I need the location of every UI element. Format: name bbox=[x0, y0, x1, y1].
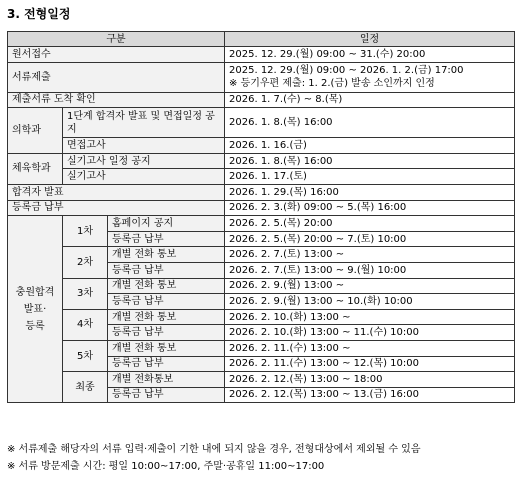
supp-1-item-2: 등록금 납부 bbox=[108, 231, 225, 247]
supp-round-5: 5차 bbox=[63, 340, 108, 371]
table-row bbox=[8, 62, 515, 92]
supp-3-date-2: 2026. 2. 9.(월) 13:00 ~ 10.(화) 10:00 bbox=[225, 294, 515, 310]
table-row bbox=[8, 216, 515, 232]
supp-3-item-1: 개별 전화 통보 bbox=[108, 278, 225, 294]
row-date-docs bbox=[225, 62, 515, 92]
row-label-pe: 체육학과 bbox=[8, 153, 63, 184]
row-label-announce: 합격자 발표 bbox=[8, 184, 225, 200]
docs-date-line2: ※ 등기우편 제출: 1. 2.(금) 발송 소인까지 인정 bbox=[229, 78, 435, 90]
note-1: ※ 서류제출 해당자의 서류 입력·제출이 기한 내에 되지 않을 경우, 전형대상에서 제외될 수 있음 bbox=[7, 444, 421, 455]
table-row bbox=[8, 372, 515, 388]
supp-label-line3: 등록 bbox=[25, 320, 45, 332]
supp-4-date-1: 2026. 2. 10.(화) 13:00 ~ bbox=[225, 309, 515, 325]
supp-label-line2: 발표· bbox=[23, 303, 47, 315]
supp-5-item-1: 개별 전화 통보 bbox=[108, 340, 225, 356]
pe-sub2: 실기고사 bbox=[63, 169, 225, 185]
table-row bbox=[8, 108, 515, 138]
medical-date1: 2026. 1. 8.(목) 16:00 bbox=[225, 108, 515, 138]
supp-3-date-1: 2026. 2. 9.(월) 13:00 ~ bbox=[225, 278, 515, 294]
supp-round-2: 2차 bbox=[63, 247, 108, 278]
schedule-table bbox=[7, 31, 515, 403]
table-row bbox=[8, 309, 515, 325]
supp-round-3: 3차 bbox=[63, 278, 108, 309]
supp-final-date-2: 2026. 2. 12.(목) 13:00 ~ 13.(금) 16:00 bbox=[225, 387, 515, 403]
docs-date-line1: 2025. 12. 29.(월) 09:00 ~ 2026. 1. 2.(금) 17:00 bbox=[229, 65, 464, 77]
table-row bbox=[8, 200, 515, 216]
row-date-apply: 2025. 12. 29.(월) 09:00 ~ 31.(수) 20:00 bbox=[225, 47, 515, 63]
supp-2-date-2: 2026. 2. 7.(토) 13:00 ~ 9.(월) 10:00 bbox=[225, 262, 515, 278]
supp-2-item-2: 등록금 납부 bbox=[108, 262, 225, 278]
row-date-docs-check: 2026. 1. 7.(수) ~ 8.(목) bbox=[225, 92, 515, 108]
medical-date2: 2026. 1. 16.(금) bbox=[225, 138, 515, 154]
table-row bbox=[8, 184, 515, 200]
supp-5-date-1: 2026. 2. 11.(수) 13:00 ~ bbox=[225, 340, 515, 356]
table-row bbox=[8, 340, 515, 356]
row-date-tuition: 2026. 2. 3.(화) 09:00 ~ 5.(목) 16:00 bbox=[225, 200, 515, 216]
pe-sub1: 실기고사 일정 공지 bbox=[63, 153, 225, 169]
supp-1-date-2: 2026. 2. 5.(목) 20:00 ~ 7.(토) 10:00 bbox=[225, 231, 515, 247]
supp-1-date-1: 2026. 2. 5.(목) 20:00 bbox=[225, 216, 515, 232]
supp-4-item-2: 등록금 납부 bbox=[108, 325, 225, 341]
supp-round-4: 4차 bbox=[63, 309, 108, 340]
row-label-medical: 의학과 bbox=[8, 108, 63, 154]
supp-label-line1: 충원합격 bbox=[15, 286, 55, 298]
table-row bbox=[8, 138, 515, 154]
row-label-apply: 원서접수 bbox=[8, 47, 225, 63]
supp-round-final: 최종 bbox=[63, 372, 108, 403]
supp-2-item-1: 개별 전화 통보 bbox=[108, 247, 225, 263]
table-row bbox=[8, 278, 515, 294]
notes bbox=[7, 441, 420, 475]
table-row bbox=[8, 247, 515, 263]
medical-sub2: 면접고사 bbox=[63, 138, 225, 154]
supp-2-date-1: 2026. 2. 7.(토) 13:00 ~ bbox=[225, 247, 515, 263]
supp-final-item-2: 등록금 납부 bbox=[108, 387, 225, 403]
medical-sub1: 1단계 합격자 발표 및 면접일정 공지 bbox=[63, 108, 225, 138]
supp-5-item-2: 등록금 납부 bbox=[108, 356, 225, 372]
supp-4-item-1: 개별 전화 통보 bbox=[108, 309, 225, 325]
table-row bbox=[8, 153, 515, 169]
supp-label bbox=[8, 216, 63, 403]
table-row bbox=[8, 47, 515, 63]
table-row bbox=[8, 169, 515, 185]
supp-4-date-2: 2026. 2. 10.(화) 13:00 ~ 11.(수) 10:00 bbox=[225, 325, 515, 341]
header-category: 구분 bbox=[8, 32, 225, 47]
section-title: 3. 전형일정 bbox=[7, 7, 71, 21]
supp-1-item-1: 홈페이지 공지 bbox=[108, 216, 225, 232]
header-schedule: 일정 bbox=[225, 32, 515, 47]
table-row bbox=[8, 92, 515, 108]
pe-date1: 2026. 1. 8.(목) 16:00 bbox=[225, 153, 515, 169]
supp-5-date-2: 2026. 2. 11.(수) 13:00 ~ 12.(목) 10:00 bbox=[225, 356, 515, 372]
supp-final-item-1: 개별 전화통보 bbox=[108, 372, 225, 388]
note-2: ※ 서류 방문제출 시간: 평일 10:00~17:00, 주말·공휴일 11:00~17:00 bbox=[7, 461, 325, 472]
row-label-docs: 서류제출 bbox=[8, 62, 225, 92]
supp-3-item-2: 등록금 납부 bbox=[108, 294, 225, 310]
row-label-docs-check: 제출서류 도착 확인 bbox=[8, 92, 225, 108]
row-date-announce: 2026. 1. 29.(목) 16:00 bbox=[225, 184, 515, 200]
supp-final-date-1: 2026. 2. 12.(목) 13:00 ~ 18:00 bbox=[225, 372, 515, 388]
pe-date2: 2026. 1. 17.(토) bbox=[225, 169, 515, 185]
table-header-row bbox=[8, 32, 515, 47]
supp-round-1: 1차 bbox=[63, 216, 108, 247]
row-label-tuition: 등록금 납부 bbox=[8, 200, 225, 216]
